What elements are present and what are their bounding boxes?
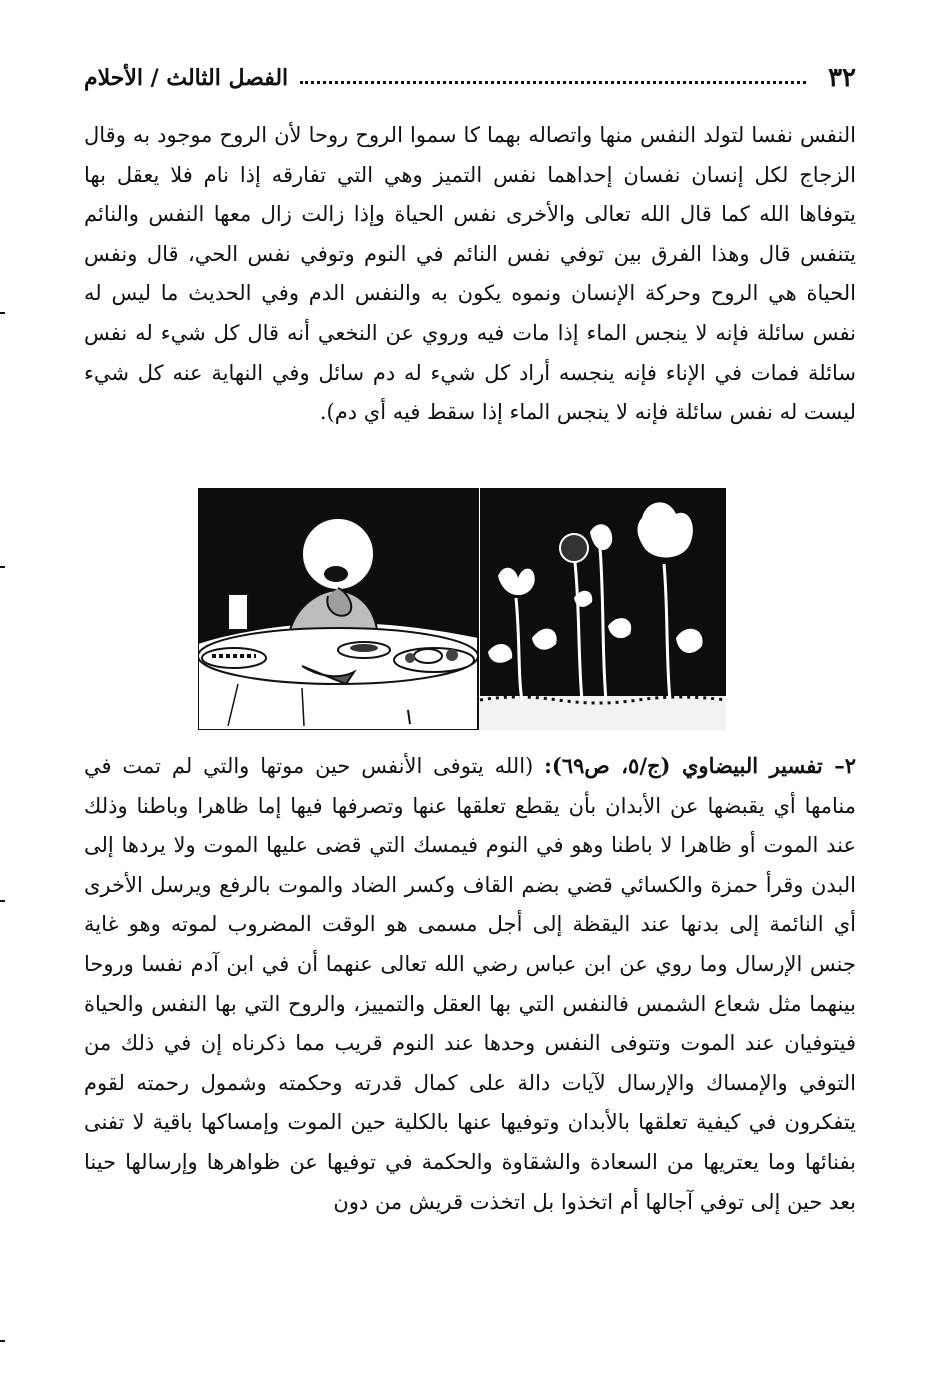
illustration-figure-at-table-and-flowers-icon (198, 488, 726, 730)
paragraph-1 (84, 116, 856, 433)
scan-margin-mark (0, 312, 5, 314)
header-dotted-leader (300, 81, 806, 84)
scan-margin-mark (0, 1340, 5, 1342)
paragraph-1-text: النفس نفسا لتولد النفس منها واتصاله بهما كا سموا الروح روحا لأن الروح موجود به وقال الزجاج لكل إنسان نفسان إحداهما نفس التميز وهي التي تفارقه إذا نام فلا يعقل بها يتوفاها الله كما قال الله تعالى والأخرى نفس الحياة وإذا زالت زال معها النفس والنائم يتنفس قال وهذا الفرق بين توفي نفس النائم في النوم وتوفي نفس الحي، قال ونفس الحياة هي الروح وحركة الإنسان ونموه يكون به والنفس الدم وفي الحديث ما ليس له نفس سائلة فإنه لا ينجس الماء إذا مات فيه وروي عن النخعي أنه قال كل شيء له نفس سائلة فمات في الإناء فإنه ينجسه أراد كل شيء له دم سائل وفي النهاية عنه كل شيء ليست له نفس سائلة فإنه لا ينجس الماء إذا سقط فيه أي دم). (84, 123, 856, 425)
paragraph-2-text: (الله يتوفى الأنفس حين موتها والتي لم تمت في منامها أي يقبضها عن الأبدان بأن يقطع تعلقها عنها وتصرفها فيها إما ظاهرا وباطنا وذلك عند الموت أو ظاهرا لا باطنا وهو في النوم فيمسك التي قضى عليها الموت ولا يردها إلى البدن وقرأ حمزة والكسائي قضي بضم القاف وكسر الضاد والموت بالرفع ويرسل الأخرى أي النائمة إلى بدنها عند اليقظة إلى أجل مسمى هو الوقت المضروب لموته وهو غاية جنس الإرسال وما روي عن ابن عباس رضي الله تعالى عنهما أن في ابن آدم نفسا وروحا بينهما مثل شعاع الشمس فالنفس التي بها العقل والتمييز، والروح التي بها النفس والحياة فيتوفيان عند الموت وتتوفى النفس وحدها عند النوم قريب مما ذكرناه إن في ذلك من التوفي والإمساك والإرسال لآيات دالة على كمال قدرته وحكمته وشمول رحمته لقوم يتفكرون في كيفية تعلقها بالأبدان وتوفيها عنها بالكلية حين الموت وإمساكها باقية لا تفنى بفنائها وما يعتريها من السعادة والشقاوة والحكمة في توفيها عن ظواهرها وإرسالها حينا بعد حين إلى توفي آجالها أم اتخذوا بل اتخذت قريش من دون (84, 754, 856, 1214)
section-heading: ٢– تفسير البيضاوي (ج/٥، ص٦٩): (544, 753, 856, 778)
dream-illustration (198, 488, 726, 730)
page-number: ٣٢ (828, 63, 856, 93)
running-header (84, 58, 856, 98)
paragraph-2 (84, 746, 856, 1222)
scan-margin-mark (0, 566, 5, 568)
chapter-title: الفصل الثالث / الأحلام (84, 65, 289, 91)
scan-margin-mark (0, 900, 5, 902)
